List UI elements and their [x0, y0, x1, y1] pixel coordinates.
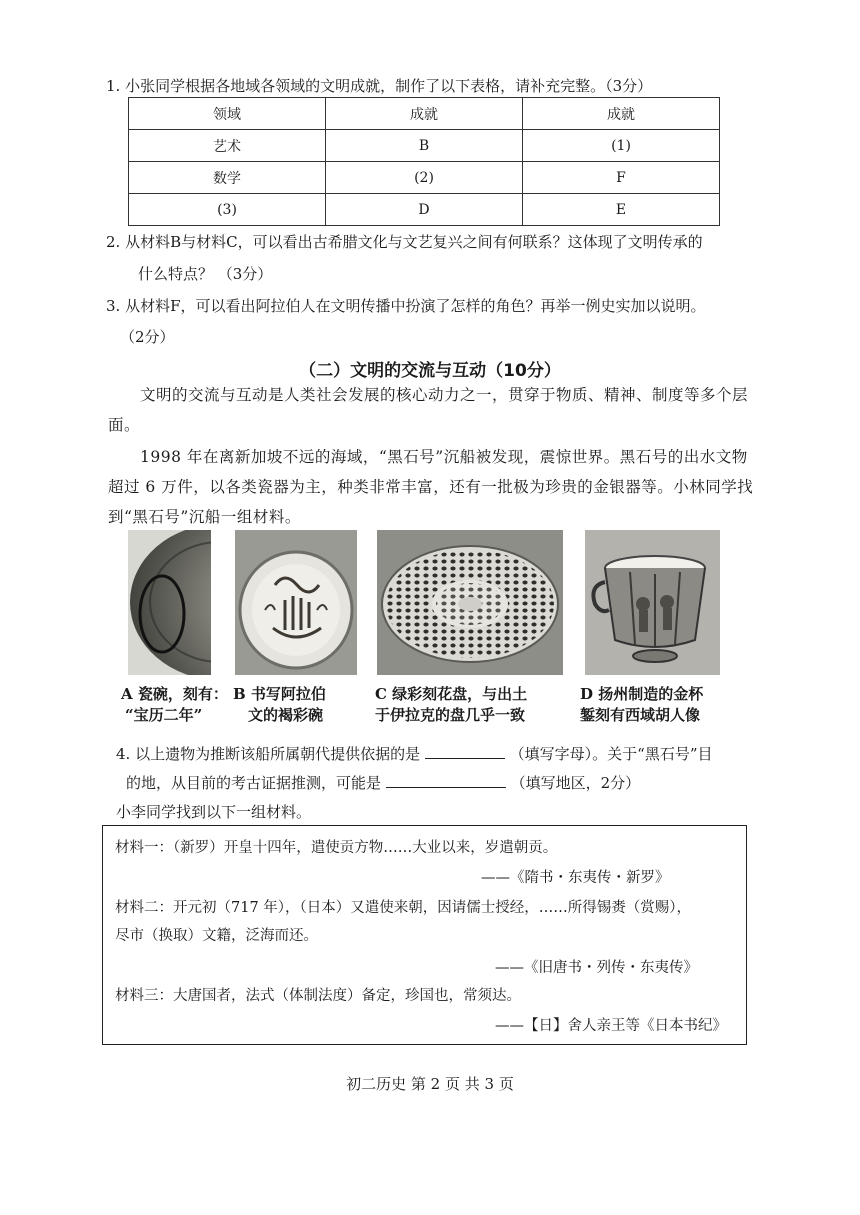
- question-4-line-1: [116, 744, 713, 764]
- gold-cup-d-photo: [585, 530, 720, 675]
- question-2-line-2: 什么特点？ （3分）: [138, 265, 273, 283]
- table-header-cell: 成就: [523, 98, 720, 130]
- intro-paragraph-2: 1998 年在离新加坡不远的海域，“黑石号”沉船被发现，震惊世界。黑石号的出水文物超过 6 万件，以各类瓷器为主，种类非常丰富，还有一批极为珍贵的金银器等。小林同学找到“黑石号”沉船一组材料。: [108, 448, 754, 526]
- table-row: [129, 194, 720, 226]
- bowl-b-photo: [235, 530, 357, 675]
- caption-d-line-1: D 扬州制造的金杯: [580, 685, 704, 703]
- table-cell: E: [523, 194, 720, 226]
- caption-c-line-1: C 绿彩刻花盘，与出土: [375, 685, 528, 703]
- caption-b-line-1: B 书写阿拉伯: [233, 685, 326, 703]
- caption-c-line-2: 于伊拉克的盘几乎一致: [375, 706, 526, 724]
- table-cell: (2): [326, 162, 523, 194]
- caption-d-line-2: 錾刻有西域胡人像: [580, 706, 701, 724]
- material-1-text: 材料一：（新罗）开皇十四年，遣使贡方物……大业以来，岁遣朝贡。: [115, 840, 558, 856]
- table-cell: 数学: [129, 162, 326, 194]
- question-4-text-a: 4. 以上遗物为推断该船所属朝代提供依据的是: [116, 745, 421, 763]
- caption-a-line-1: A 瓷碗，刻有：: [121, 685, 228, 703]
- question-4-text-b: （填写字母）。关于“黑石号”目: [509, 745, 713, 763]
- page-footer: 初二历史 第 2 页 共 3 页: [346, 1075, 514, 1093]
- question-4-text-d: （填写地区，2分）: [510, 774, 641, 792]
- table-header-cell: 成就: [326, 98, 523, 130]
- question-4-line-3: 小李同学找到以下一组材料。: [116, 803, 312, 821]
- question-4-text-c: 的地，从目前的考古证据推测，可能是: [126, 774, 382, 792]
- material-3-text: 材料三：大唐国者，法式（体制法度）备定，珍国也，常须达。: [115, 988, 521, 1004]
- table-row: [129, 130, 720, 162]
- material-2-text-line-1: 材料二：开元初（717 年），（日本）又遣使来朝，因请儒士授经，……所得锡赉（赏赐），: [115, 900, 692, 916]
- achievement-table: [128, 97, 720, 226]
- table-cell: 艺术: [129, 130, 326, 162]
- material-2-text-line-2: 尽市（换取）文籍，泛海而还。: [115, 928, 318, 944]
- table-cell: F: [523, 162, 720, 194]
- table-row: [129, 162, 720, 194]
- table-header-row: [129, 98, 720, 130]
- intro-paragraph-1: 文明的交流与互动是人类社会发展的核心动力之一，贯穿于物质、精神、制度等多个层面。: [108, 386, 749, 434]
- section-title: （二）文明的交流与互动（10分）: [299, 361, 561, 381]
- answer-blank-2[interactable]: [386, 773, 506, 788]
- table-header-cell: 领域: [129, 98, 326, 130]
- table-cell: (1): [523, 130, 720, 162]
- question-4-line-2: [126, 773, 640, 793]
- question-2-line-1: 2. 从材料B与材料C，可以看出古希腊文化与文艺复兴之间有何联系？这体现了文明传承的: [106, 233, 703, 251]
- material-3-source: ——【日】舍人亲王等《日本书纪》: [495, 1018, 727, 1034]
- table-cell: (3): [129, 194, 326, 226]
- caption-a-line-2: “宝历二年”: [125, 706, 203, 724]
- table-cell: D: [326, 194, 523, 226]
- table-cell: B: [326, 130, 523, 162]
- plate-c-photo: [377, 530, 563, 675]
- material-1-source: ——《隋书・东夷传・新罗》: [481, 870, 670, 886]
- question-3-line-1: 3. 从材料F，可以看出阿拉伯人在文明传播中扮演了怎样的角色？再举一例史实加以说明。: [106, 297, 706, 315]
- caption-b-line-2: 文的褐彩碗: [248, 706, 324, 724]
- material-2-source: ——《旧唐书・列传・东夷传》: [495, 960, 698, 976]
- answer-blank-1[interactable]: [425, 744, 505, 759]
- bowl-a-photo: [128, 530, 211, 675]
- question-1: 1. 小张同学根据各地域各领域的文明成就，制作了以下表格，请补充完整。（3分）: [106, 77, 653, 95]
- materials-box: [102, 825, 747, 1045]
- question-3-line-2: （2分）: [120, 328, 175, 346]
